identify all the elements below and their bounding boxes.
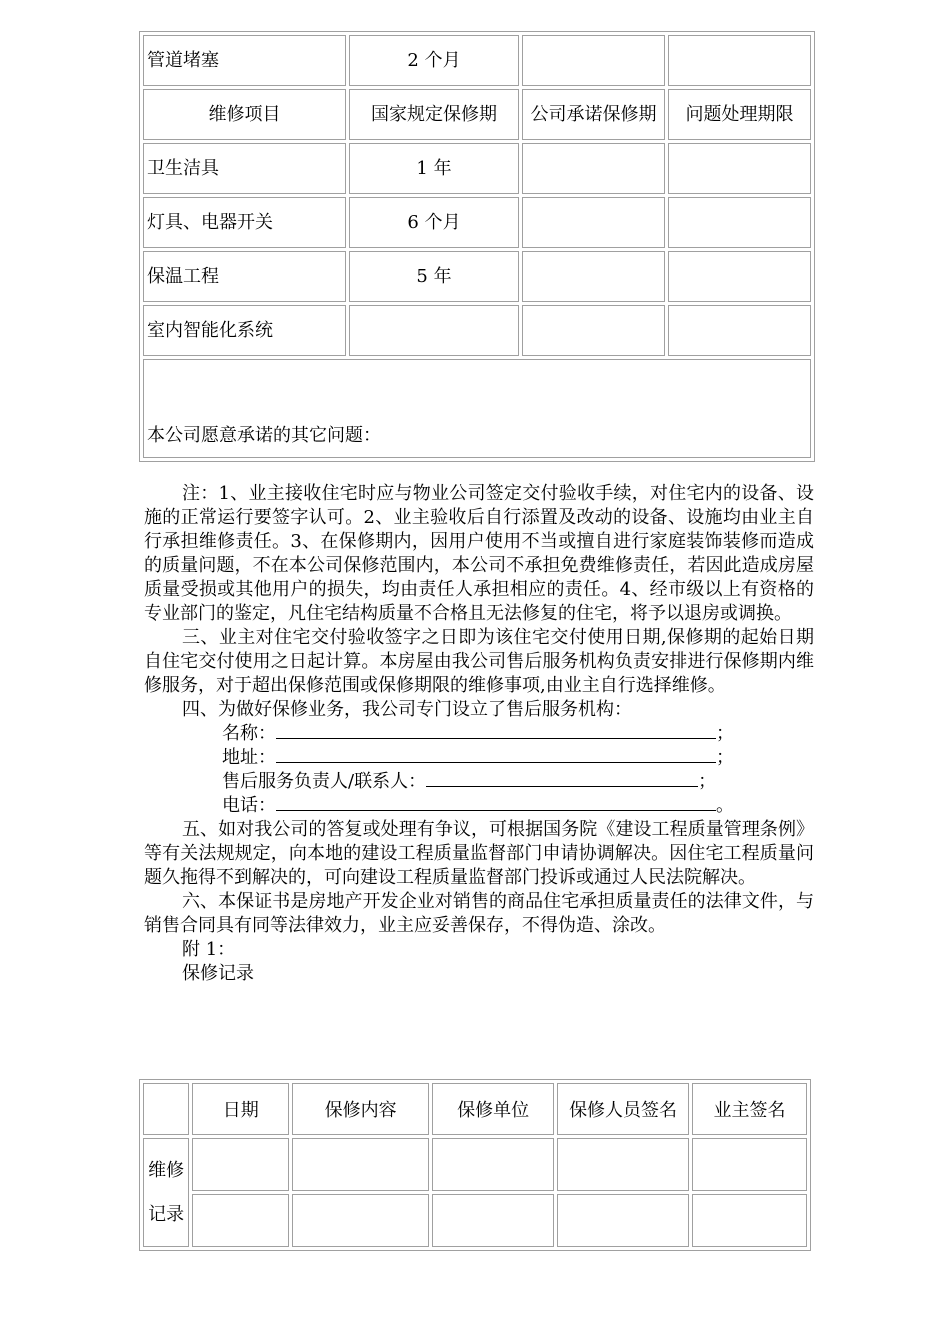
table-header-row (143, 1083, 807, 1135)
note-paragraph: 注：1、业主接收住宅时应与物业公司签定交付验收手续，对住宅内的设备、设施的正常运行要签字认可。2、业主验收后自行添置及改动的设备、设施均由业主自行承担维修责任。3、在保修期内，因用户使用不当或擅自进行家庭装饰装修而造成的质量问题，不在本公司保修范围内，本公司不承担免费维修责任，若因此造成房屋质量受损或其他用户的损失，均由责任人承担相应的责任。4、经市级以上有资格的专业部门的鉴定，凡住宅结构质量不合格且无法修复的住宅，将予以退房或调换。 (144, 483, 814, 624)
name-label: 名称： (222, 723, 276, 744)
table-cell (522, 197, 665, 248)
table-cell (668, 35, 811, 86)
row-label-line: 维修 (148, 1159, 185, 1181)
address-blank[interactable] (276, 746, 716, 763)
table-cell: 灯具、电器开关 (143, 197, 346, 248)
name-end: ； (716, 723, 734, 744)
table-cell (668, 197, 811, 248)
phone-end: 。 (716, 795, 734, 816)
table-cell (349, 305, 519, 356)
column-header: 日期 (192, 1083, 289, 1135)
table-row (143, 359, 811, 458)
contact-field (144, 770, 814, 794)
column-header: 公司承诺保修期 (522, 89, 665, 140)
column-header: 保修单位 (432, 1083, 554, 1135)
table-cell (432, 1138, 554, 1191)
column-header (143, 1083, 189, 1135)
row-label-line: 记录 (148, 1203, 185, 1225)
table-row (143, 197, 811, 248)
table-cell (692, 1194, 807, 1247)
table-row (143, 1138, 807, 1191)
name-field (144, 722, 814, 746)
table-cell (292, 1138, 429, 1191)
column-header: 保修内容 (292, 1083, 429, 1135)
address-end: ； (716, 747, 734, 768)
other-commitments-cell: 本公司愿意承诺的其它问题： (143, 359, 811, 458)
row-label-repair-record (143, 1138, 189, 1247)
table-row (143, 143, 811, 194)
table-cell: 6 个月 (349, 197, 519, 248)
phone-label: 电话： (222, 795, 276, 816)
table-cell (522, 305, 665, 356)
table-cell (522, 143, 665, 194)
table-cell (557, 1194, 689, 1247)
table-cell: 管道堵塞 (143, 35, 346, 86)
table-header-row (143, 89, 811, 140)
table-row (143, 35, 811, 86)
warranty-period-table (139, 31, 815, 462)
column-header: 问题处理期限 (668, 89, 811, 140)
table-cell (557, 1138, 689, 1191)
table-row (143, 1194, 807, 1247)
table-cell: 2 个月 (349, 35, 519, 86)
section-four: 四、为做好保修业务，我公司专门设立了售后服务机构： (182, 699, 632, 720)
table-cell (668, 251, 811, 302)
contact-label: 售后服务负责人/联系人： (222, 771, 427, 792)
table-cell (192, 1138, 289, 1191)
phone-field (144, 794, 814, 818)
table-cell (692, 1138, 807, 1191)
address-field (144, 746, 814, 770)
table-cell: 室内智能化系统 (143, 305, 346, 356)
table-cell: 保温工程 (143, 251, 346, 302)
contact-blank[interactable] (426, 770, 698, 787)
section-six: 六、本保证书是房地产开发企业对销售的商品住宅承担质量责任的法律文件，与销售合同具有同等法律效力，业主应妥善保存，不得伪造、涂改。 (144, 891, 814, 936)
table-cell (192, 1194, 289, 1247)
contact-end: ； (698, 771, 717, 792)
address-label: 地址： (222, 747, 276, 768)
table-row (143, 251, 811, 302)
table-cell: 1 年 (349, 143, 519, 194)
table-cell (668, 305, 811, 356)
section-three: 三、业主对住宅交付验收签字之日即为该住宅交付使用日期,保修期的起始日期自住宅交付使用之日起计算。本房屋由我公司售后服务机构负责安排进行保修期内维修服务，对于超出保修范围或保修期限的维修事项,由业主自行选择维修。 (144, 627, 814, 696)
record-title: 保修记录 (182, 963, 254, 984)
column-header: 业主签名 (692, 1083, 807, 1135)
section-five: 五、如对我公司的答复或处理有争议，可根据国务院《建设工程质量管理条例》等有关法规规定，向本地的建设工程质量监督部门申请协调解决。因住宅工程质量问题久拖得不到解决的，可向建设工程质量监督部门投诉或通过人民法院解决。 (144, 819, 814, 888)
phone-blank[interactable] (276, 794, 716, 811)
column-header: 保修人员签名 (557, 1083, 689, 1135)
table-cell (522, 35, 665, 86)
table-cell: 5 年 (349, 251, 519, 302)
table-cell (432, 1194, 554, 1247)
table-cell (668, 143, 811, 194)
table-cell: 卫生洁具 (143, 143, 346, 194)
name-blank[interactable] (276, 722, 716, 739)
column-header: 国家规定保修期 (349, 89, 519, 140)
table-cell (522, 251, 665, 302)
table-row (143, 305, 811, 356)
attachment-label: 附 1： (182, 939, 236, 960)
column-header: 维修项目 (143, 89, 346, 140)
repair-record-table (139, 1079, 811, 1251)
table-cell (292, 1194, 429, 1247)
notes-section (144, 482, 814, 986)
